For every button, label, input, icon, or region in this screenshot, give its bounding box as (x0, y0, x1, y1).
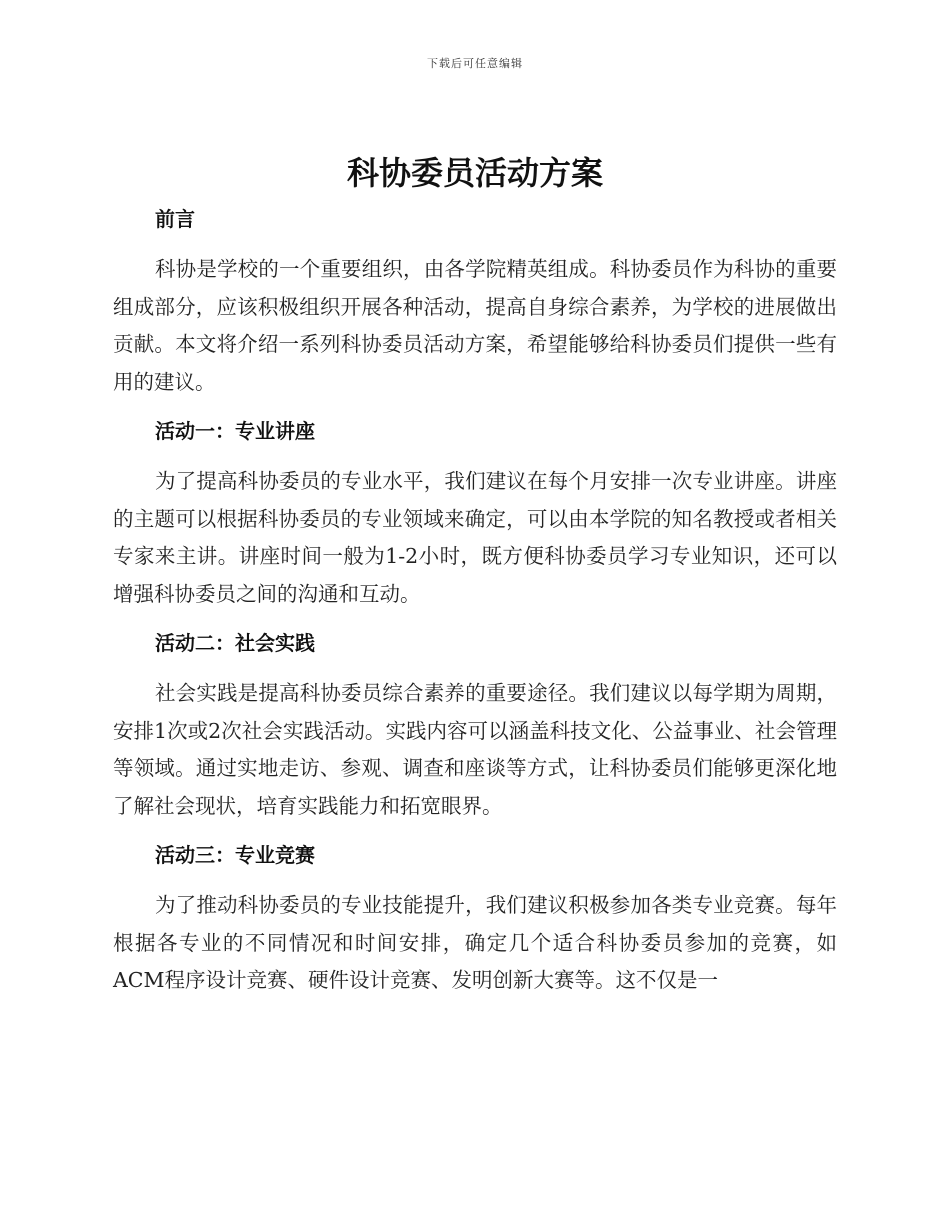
document-body (113, 145, 837, 1016)
section-preface (113, 205, 837, 401)
section-heading: 活动三：专业竞赛 (155, 843, 315, 867)
section-paragraph: 为了推动科协委员的专业技能提升，我们建议积极参加各类专业竞赛。每年根据各专业的不同情况和时间安排，确定几个适合科协委员参加的竞赛，如ACM程序设计竞赛、硬件设计竞赛、发明创新大赛等。这不仅是一 (113, 893, 837, 992)
section-paragraph: 为了提高科协委员的专业水平，我们建议在每个月安排一次专业讲座。讲座的主题可以根据科协委员的专业领域来确定，可以由本学院的知名教授或者相关专家来主讲。讲座时间一般为1-2小时，既方便科协委员学习专业知识，还可以增强科协委员之间的沟通和互动。 (113, 469, 837, 606)
section-heading: 活动一：专业讲座 (155, 419, 315, 443)
section-paragraph: 社会实践是提高科协委员综合素养的重要途径。我们建议以每学期为周期，安排1次或2次社会实践活动。实践内容可以涵盖科技文化、公益事业、社会管理等领域。通过实地走访、参观、调查和座谈等方式，让科协委员们能够更深化地了解社会现状，培育实践能力和拓宽眼界。 (113, 681, 837, 818)
header-note: 下载后可任意编辑 (427, 57, 523, 70)
section-activity-2 (113, 629, 837, 825)
section-paragraph: 科协是学校的一个重要组织，由各学院精英组成。科协委员作为科协的重要组成部分，应该积极组织开展各种活动，提高自身综合素养，为学校的进展做出贡献。本文将介绍一系列科协委员活动方案，希望能够给科协委员们提供一些有用的建议。 (113, 257, 837, 394)
section-activity-1 (113, 417, 837, 613)
document-title: 科协委员活动方案 (346, 154, 603, 192)
section-heading: 前言 (155, 207, 195, 231)
section-heading: 活动二：社会实践 (155, 631, 315, 655)
section-activity-3 (113, 841, 837, 1000)
